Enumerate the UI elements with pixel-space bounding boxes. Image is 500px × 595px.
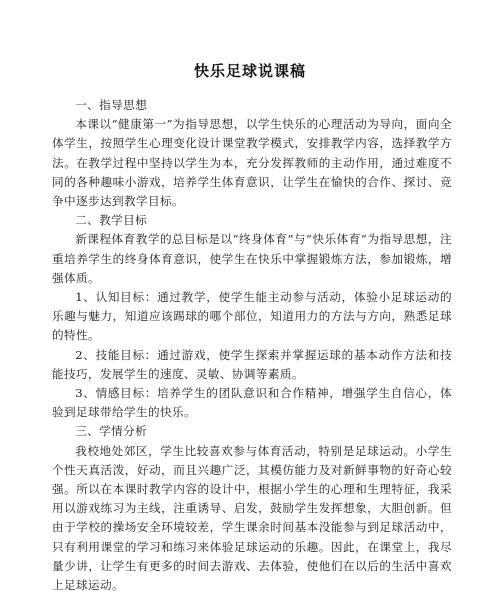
document-title: 快乐足球说课稿	[193, 62, 306, 80]
paragraph: 我校地处郊区，学生比较喜欢参与体育活动，特别是足球运动。小学生个性天真活泼，好动，而且兴趣广泛，其模仿能力及对新鲜事物的好奇心较强。所以在本课时教学内容的设计中，根据小学生的心理和生理特征，我采用以游戏练习为主线，注重诱导、启发，鼓励学生发挥想象，大胆创新。但由于学校的操场安全环境较差，学生课余时间基本没能参与到足球活动中，只有利用课堂的学习和练习来体验足球运动的乐趣。因此，在课堂上，我尽量少讲，让学生有更多的时间去游戏、去体验，使他们在以后的生活中喜欢上足球运动。	[52, 443, 452, 593]
section-heading-guiding-ideology: 一、指导思想	[75, 98, 148, 112]
paragraph: 本课以“健康第一”为指导思想，以学生快乐的心理活动为导向，面向全体学生，按照学生心理变化设计课堂教学模式，安排教学内容，选择教学方法。在教学过程中坚持以学生为本，充分发挥教师的主动作用，通过难度不同的各种趣味小游戏，培养学生体育意识，让学生在愉快的合作、探讨、竞争中逐步达到教学目标。	[52, 117, 452, 209]
section-heading-teaching-goals: 二、教学目标	[75, 213, 148, 228]
paragraph-skill-goal: 2、技能目标：通过游戏，使学生探索并掌握运球的基本动作方法和技能技巧，发展学生的速度、灵敏、协调等素质。	[52, 347, 452, 381]
paragraph-cognitive-goal: 1、认知目标：通过教学，使学生能主动参与活动，体验小足球运动的乐趣与魅力，知道应该踢球的哪个部位，知道用力的方法与方向，熟悉足球的特性。	[52, 290, 452, 343]
paragraph: 新课程体育教学的总目标是以“终身体育”与“快乐体育”为指导思想，注重培养学生的终身体育意识，使学生在快乐中掌握锻炼方法，参加锻炼，增强体质。	[52, 232, 452, 285]
paragraph-emotional-goal: 3、情感目标：培养学生的团队意识和合作精神，增强学生自信心，体验到足球带给学生的快乐。	[52, 386, 452, 420]
document-body	[52, 96, 452, 595]
section-heading-student-analysis: 三、学情分析	[75, 424, 148, 439]
